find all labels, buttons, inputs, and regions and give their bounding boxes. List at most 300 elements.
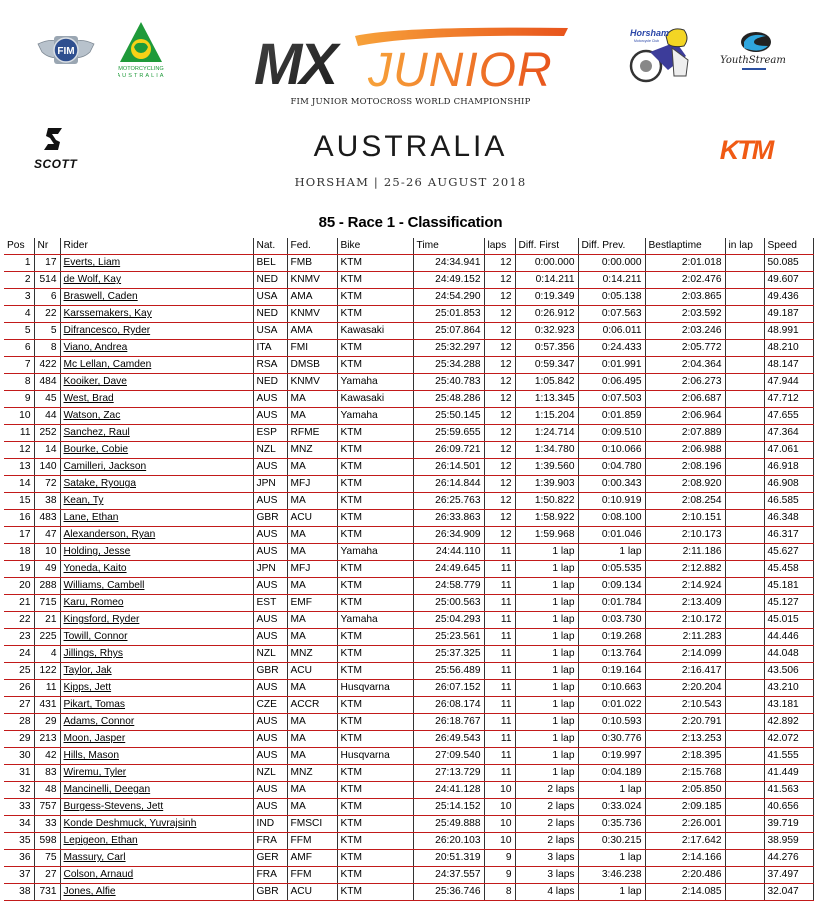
cell-diff-prev: 0:13.764 [578,646,645,663]
rider-link[interactable]: Wiremu, Tyler [63,767,127,778]
cell-bestlaptime: 2:14.085 [645,884,725,901]
cell-rider [60,544,253,561]
cell-laps: 12 [484,306,515,323]
cell-nat: NZL [253,442,287,459]
cell-laps: 11 [484,544,515,561]
cell-bike: KTM [337,646,413,663]
cell-pos: 23 [4,629,34,646]
cell-laps: 12 [484,357,515,374]
cell-speed: 46.908 [764,476,813,493]
cell-time: 24:41.128 [413,782,484,799]
cell-bestlaptime: 2:12.882 [645,561,725,578]
rider-link[interactable]: Kean, Ty [63,495,104,506]
cell-fed: ACU [287,884,337,901]
cell-nat: NED [253,374,287,391]
cell-nat: IND [253,816,287,833]
table-row [4,629,813,646]
cell-time: 26:09.721 [413,442,484,459]
cell-rider [60,425,253,442]
cell-diff-first: 0:57.356 [515,340,578,357]
youthstream-logo [720,30,786,74]
cell-speed: 42.892 [764,714,813,731]
rider-link[interactable]: Lane, Ethan [63,512,119,523]
cell-bestlaptime: 2:08.254 [645,493,725,510]
championship-name: FIM JUNIOR MOTOCROSS WORLD CHAMPIONSHIP [290,97,531,107]
cell-laps: 12 [484,323,515,340]
cell-time: 26:34.909 [413,527,484,544]
cell-in-lap [725,442,764,459]
cell-speed: 50.085 [764,255,813,272]
rider-link[interactable]: Difrancesco, Ryder [63,325,151,336]
motorcycling-australia-logo [118,22,164,80]
cell-nr: 5 [34,323,60,340]
cell-nat: GBR [253,510,287,527]
cell-diff-prev: 0:35.736 [578,816,645,833]
cell-nat: AUS [253,408,287,425]
rider-link[interactable]: Everts, Liam [63,257,121,268]
cell-fed: MA [287,578,337,595]
cell-diff-prev: 0:06.495 [578,374,645,391]
rider-link[interactable]: Taylor, Jak [63,665,112,676]
cell-time: 27:13.729 [413,765,484,782]
table-row [4,850,813,867]
cell-rider [60,884,253,901]
cell-diff-first: 0:59.347 [515,357,578,374]
cell-fed: RFME [287,425,337,442]
cell-fed: MA [287,680,337,697]
cell-bike: KTM [337,510,413,527]
cell-in-lap [725,646,764,663]
cell-bestlaptime: 2:05.772 [645,340,725,357]
rider-link[interactable]: Camilleri, Jackson [63,461,147,472]
cell-in-lap [725,425,764,442]
cell-nat: AUS [253,799,287,816]
col-header-diff-first: Diff. First [515,238,578,255]
cell-speed: 48.210 [764,340,813,357]
cell-diff-prev: 0:14.211 [578,272,645,289]
cell-nr: 10 [34,544,60,561]
cell-pos: 29 [4,731,34,748]
cell-rider [60,459,253,476]
rider-link[interactable]: Satake, Ryouga [63,478,136,489]
cell-bestlaptime: 2:20.486 [645,867,725,884]
cell-bestlaptime: 2:04.364 [645,357,725,374]
cell-in-lap [725,884,764,901]
cell-speed: 44.276 [764,850,813,867]
cell-in-lap [725,816,764,833]
cell-diff-prev: 0:09.134 [578,578,645,595]
cell-speed: 39.719 [764,816,813,833]
rider-link[interactable]: Kooiker, Dave [63,376,127,387]
table-row [4,289,813,306]
cell-bestlaptime: 2:06.273 [645,374,725,391]
cell-time: 25:37.325 [413,646,484,663]
table-row [4,782,813,799]
cell-laps: 10 [484,816,515,833]
col-header-time: Time [413,238,484,255]
cell-pos: 1 [4,255,34,272]
cell-rider [60,731,253,748]
cell-rider [60,510,253,527]
cell-nr: 422 [34,357,60,374]
col-header-laps: laps [484,238,515,255]
cell-nat: NZL [253,646,287,663]
cell-nr: 731 [34,884,60,901]
cell-bestlaptime: 2:11.283 [645,629,725,646]
cell-pos: 4 [4,306,34,323]
cell-speed: 40.656 [764,799,813,816]
table-row [4,646,813,663]
cell-nr: 44 [34,408,60,425]
cell-nat: AUS [253,612,287,629]
cell-time: 26:33.863 [413,510,484,527]
cell-bestlaptime: 2:14.166 [645,850,725,867]
cell-bestlaptime: 2:15.768 [645,765,725,782]
cell-time: 26:18.767 [413,714,484,731]
rider-link[interactable]: Mc Lellan, Camden [63,359,152,370]
cell-in-lap [725,867,764,884]
cell-rider [60,765,253,782]
cell-nat: AUS [253,629,287,646]
cell-fed: MA [287,408,337,425]
cell-diff-first: 0:14.211 [515,272,578,289]
cell-laps: 9 [484,850,515,867]
rider-link[interactable]: Holding, Jesse [63,546,131,557]
cell-diff-prev: 1 lap [578,544,645,561]
table-row [4,544,813,561]
cell-fed: AMA [287,323,337,340]
cell-nr: 252 [34,425,60,442]
rider-link[interactable]: Watson, Zac [63,410,121,421]
cell-pos: 8 [4,374,34,391]
cell-rider [60,680,253,697]
cell-bike: Yamaha [337,612,413,629]
cell-pos: 20 [4,578,34,595]
cell-diff-first: 1:58.922 [515,510,578,527]
cell-bike: KTM [337,867,413,884]
cell-diff-prev: 0:30.776 [578,731,645,748]
cell-diff-first: 0:00.000 [515,255,578,272]
cell-pos: 6 [4,340,34,357]
rider-link[interactable]: Towill, Connor [63,631,128,642]
cell-pos: 34 [4,816,34,833]
rider-link[interactable]: Adams, Connor [63,716,135,727]
cell-fed: FMSCI [287,816,337,833]
cell-pos: 19 [4,561,34,578]
cell-speed: 38.959 [764,833,813,850]
cell-nat: FRA [253,833,287,850]
cell-nr: 122 [34,663,60,680]
cell-bestlaptime: 2:05.850 [645,782,725,799]
cell-in-lap [725,255,764,272]
cell-nat: NZL [253,765,287,782]
cell-nr: 715 [34,595,60,612]
cell-fed: ACU [287,510,337,527]
cell-in-lap [725,680,764,697]
cell-diff-first: 1 lap [515,612,578,629]
cell-pos: 15 [4,493,34,510]
cell-time: 25:32.297 [413,340,484,357]
cell-nat: AUS [253,544,287,561]
rider-link[interactable]: West, Brad [63,393,114,404]
cell-nr: 288 [34,578,60,595]
rider-link[interactable]: Lepigeon, Ethan [63,835,138,846]
cell-nr: 45 [34,391,60,408]
cell-diff-first: 1:13.345 [515,391,578,408]
rider-link[interactable]: Sanchez, Raul [63,427,130,438]
cell-time: 26:14.844 [413,476,484,493]
cell-diff-first: 3 laps [515,850,578,867]
cell-fed: FMI [287,340,337,357]
cell-in-lap [725,510,764,527]
cell-time: 26:25.763 [413,493,484,510]
cell-in-lap [725,289,764,306]
rider-link[interactable]: Hills, Mason [63,750,119,761]
rider-link[interactable]: Braswell, Caden [63,291,138,302]
cell-pos: 13 [4,459,34,476]
cell-pos: 11 [4,425,34,442]
cell-time: 25:01.853 [413,306,484,323]
cell-nat: GER [253,850,287,867]
cell-nat: AUS [253,493,287,510]
cell-bike: Yamaha [337,408,413,425]
cell-diff-prev: 0:01.784 [578,595,645,612]
cell-nr: 47 [34,527,60,544]
table-row [4,527,813,544]
rider-link[interactable]: Massury, Carl [63,852,126,863]
cell-fed: FFM [287,833,337,850]
cell-diff-first: 0:19.349 [515,289,578,306]
cell-in-lap [725,527,764,544]
cell-bestlaptime: 2:06.988 [645,442,725,459]
cell-rider [60,408,253,425]
fim-logo [36,30,96,70]
col-header-in-lap: in lap [725,238,764,255]
cell-rider [60,323,253,340]
cell-bestlaptime: 2:03.246 [645,323,725,340]
cell-speed: 45.127 [764,595,813,612]
cell-diff-prev: 0:00.343 [578,476,645,493]
cell-laps: 11 [484,697,515,714]
table-header-row [4,238,813,255]
cell-laps: 11 [484,561,515,578]
cell-in-lap [725,323,764,340]
cell-pos: 14 [4,476,34,493]
rider-link[interactable]: Mancinelli, Deegan [63,784,151,795]
rider-link[interactable]: Karu, Romeo [63,597,124,608]
col-header-bike: Bike [337,238,413,255]
cell-laps: 10 [484,833,515,850]
cell-nat: NED [253,272,287,289]
cell-diff-first: 1 lap [515,629,578,646]
cell-in-lap [725,272,764,289]
cell-bike: KTM [337,340,413,357]
cell-laps: 11 [484,595,515,612]
cell-fed: MA [287,612,337,629]
cell-diff-prev: 0:01.991 [578,357,645,374]
rider-link[interactable]: Karssemakers, Kay [63,308,152,319]
cell-time: 25:36.746 [413,884,484,901]
cell-time: 26:20.103 [413,833,484,850]
cell-diff-prev: 0:19.268 [578,629,645,646]
cell-rider [60,612,253,629]
table-row [4,425,813,442]
cell-nr: 14 [34,442,60,459]
cell-bestlaptime: 2:07.889 [645,425,725,442]
cell-diff-first: 1 lap [515,646,578,663]
cell-nr: 33 [34,816,60,833]
table-row [4,306,813,323]
cell-rider [60,561,253,578]
cell-pos: 18 [4,544,34,561]
cell-bike: KTM [337,442,413,459]
rider-link[interactable]: Yoneda, Kaito [63,563,127,574]
cell-bike: KTM [337,799,413,816]
cell-diff-prev: 0:10.593 [578,714,645,731]
cell-fed: MA [287,493,337,510]
table-row [4,731,813,748]
cell-rider [60,340,253,357]
cell-bike: Kawasaki [337,323,413,340]
cell-nat: GBR [253,884,287,901]
cell-bike: KTM [337,306,413,323]
cell-laps: 11 [484,646,515,663]
cell-laps: 10 [484,799,515,816]
cell-pos: 2 [4,272,34,289]
col-header-diff-prev: Diff. Prev. [578,238,645,255]
cell-speed: 43.506 [764,663,813,680]
cell-diff-prev: 0:05.535 [578,561,645,578]
cell-diff-first: 3 laps [515,867,578,884]
cell-rider [60,578,253,595]
rider-link[interactable]: Viano, Andrea [63,342,128,353]
cell-rider [60,663,253,680]
rider-link[interactable]: Moon, Jasper [63,733,126,744]
cell-diff-first: 2 laps [515,782,578,799]
cell-in-lap [725,782,764,799]
cell-rider [60,629,253,646]
cell-fed: MNZ [287,442,337,459]
ktm-logo [706,136,786,162]
rider-link[interactable]: Colson, Arnaud [63,869,134,880]
cell-in-lap [725,731,764,748]
cell-speed: 45.015 [764,612,813,629]
cell-nr: 27 [34,867,60,884]
rider-link[interactable]: Kingsford, Ryder [63,614,140,625]
cell-diff-prev: 0:01.046 [578,527,645,544]
cell-nr: 757 [34,799,60,816]
rider-link[interactable]: Burgess-Stevens, Jett [63,801,164,812]
cell-bestlaptime: 2:20.204 [645,680,725,697]
rider-link[interactable]: Jones, Alfie [63,886,116,897]
cell-fed: MA [287,782,337,799]
rider-link[interactable]: Pikart, Tomas [63,699,126,710]
cell-fed: MNZ [287,765,337,782]
cell-nr: 484 [34,374,60,391]
table-row [4,595,813,612]
col-header-nat: Nat. [253,238,287,255]
table-row [4,561,813,578]
cell-diff-first: 1 lap [515,561,578,578]
cell-speed: 45.181 [764,578,813,595]
cell-bike: Yamaha [337,374,413,391]
cell-diff-first: 1 lap [515,663,578,680]
cell-bestlaptime: 2:10.173 [645,527,725,544]
cell-nr: 8 [34,340,60,357]
cell-time: 25:40.783 [413,374,484,391]
cell-rider [60,595,253,612]
rider-link[interactable]: Kipps, Jett [63,682,112,693]
cell-bike: Yamaha [337,544,413,561]
rider-link[interactable]: de Wolf, Kay [63,274,122,285]
cell-fed: MFJ [287,561,337,578]
rider-link[interactable]: Alexanderson, Ryan [63,529,156,540]
cell-fed: MA [287,799,337,816]
cell-nat: NED [253,306,287,323]
cell-nr: 49 [34,561,60,578]
horsham-sub-text: Motorcycle Club [634,39,660,43]
cell-bestlaptime: 2:01.018 [645,255,725,272]
cell-rider [60,799,253,816]
cell-in-lap [725,459,764,476]
cell-laps: 11 [484,612,515,629]
cell-diff-prev: 0:24.433 [578,340,645,357]
cell-nat: AUS [253,782,287,799]
cell-bestlaptime: 2:14.099 [645,646,725,663]
cell-diff-first: 1 lap [515,731,578,748]
rider-link[interactable]: Jillings, Rhys [63,648,123,659]
cell-bike: KTM [337,561,413,578]
cell-speed: 32.047 [764,884,813,901]
cell-bike: KTM [337,884,413,901]
cell-pos: 32 [4,782,34,799]
rider-link[interactable]: Bourke, Cobie [63,444,129,455]
cell-diff-first: 1 lap [515,765,578,782]
cell-speed: 37.497 [764,867,813,884]
cell-rider [60,442,253,459]
cell-rider [60,255,253,272]
cell-bike: Husqvarna [337,748,413,765]
ma-text-line1: MOTORCYCLING [118,66,164,72]
cell-bike: KTM [337,850,413,867]
cell-fed: EMF [287,595,337,612]
cell-pos: 12 [4,442,34,459]
cell-pos: 24 [4,646,34,663]
event-venue-date: HORSHAM | 25-26 AUGUST 2018 [294,175,527,189]
cell-nat: AUS [253,714,287,731]
rider-link[interactable]: Williams, Cambell [63,580,145,591]
cell-laps: 11 [484,578,515,595]
table-row [4,799,813,816]
cell-speed: 47.061 [764,442,813,459]
cell-laps: 12 [484,476,515,493]
cell-nat: AUS [253,391,287,408]
cell-pos: 38 [4,884,34,901]
cell-fed: FFM [287,867,337,884]
cell-diff-first: 1:50.822 [515,493,578,510]
youthstream-text: YouthStream [720,55,786,66]
cell-in-lap [725,748,764,765]
cell-bike: KTM [337,782,413,799]
cell-diff-prev: 0:09.510 [578,425,645,442]
cell-pos: 28 [4,714,34,731]
cell-fed: MFJ [287,476,337,493]
rider-link[interactable]: Konde Deshmuck, Yuvrajsinh [63,818,197,829]
cell-rider [60,646,253,663]
cell-bestlaptime: 2:14.924 [645,578,725,595]
cell-nr: 48 [34,782,60,799]
cell-nr: 598 [34,833,60,850]
